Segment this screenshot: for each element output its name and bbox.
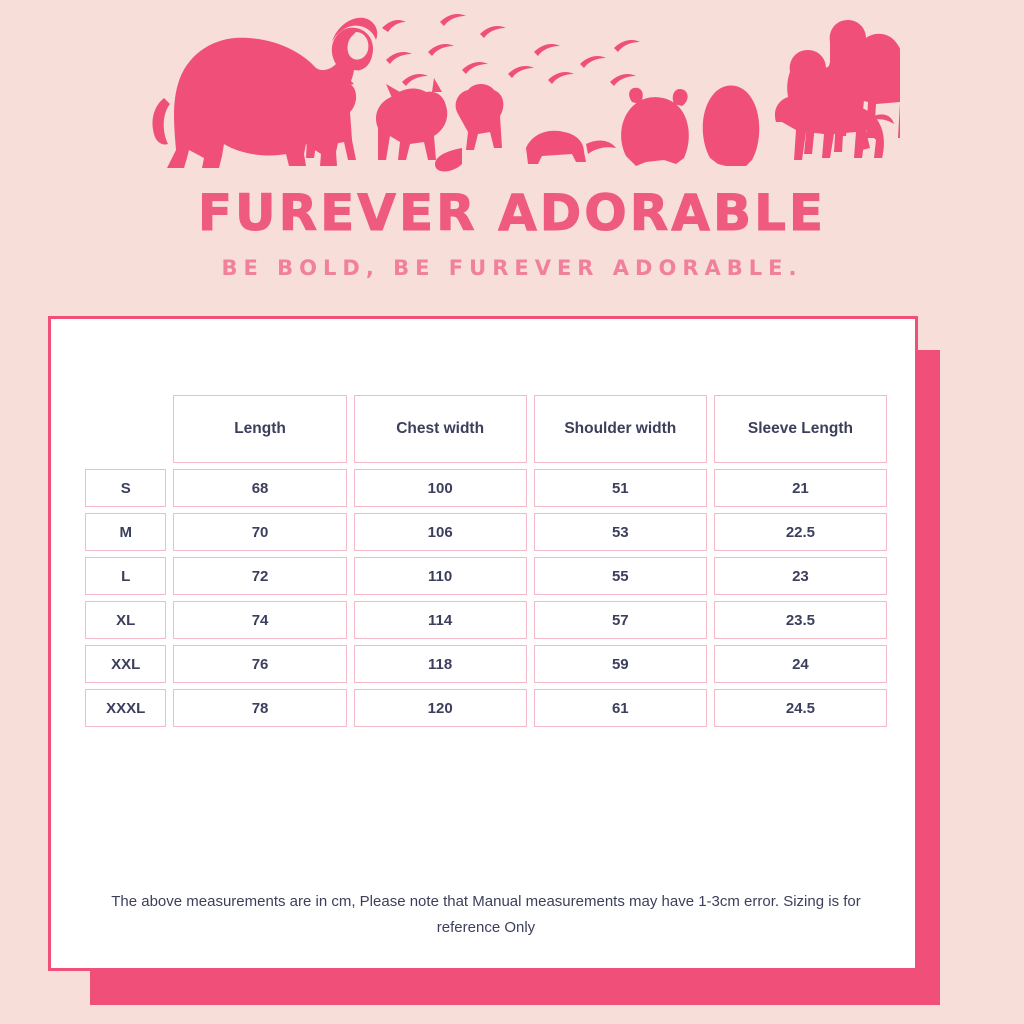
cell-length: 70 [173,513,346,551]
cell-sleeve-length: 24 [714,645,887,683]
cell-chest-width: 118 [354,645,527,683]
size-label: XXL [85,645,166,683]
cell-sleeve-length: 21 [714,469,887,507]
cell-length: 76 [173,645,346,683]
cell-length: 78 [173,689,346,727]
cell-shoulder-width: 55 [534,557,707,595]
cell-length: 74 [173,601,346,639]
size-label: M [85,513,166,551]
table-row [85,645,887,683]
cell-sleeve-length: 24.5 [714,689,887,727]
bear-silhouette [621,88,689,166]
cell-chest-width: 110 [354,557,527,595]
size-chart-table [78,389,894,733]
brand-header [0,0,1024,300]
page-title: FUREVER ADORABLE [197,184,827,242]
monkey-silhouette [435,84,503,171]
cell-sleeve-length: 23.5 [714,601,887,639]
otter-silhouette [526,131,616,164]
cell-length: 68 [173,469,346,507]
bird-silhouette [382,14,640,86]
size-label: XXXL [85,689,166,727]
cell-shoulder-width: 53 [534,513,707,551]
column-header-shoulder-width: Shoulder width [534,395,707,463]
cell-sleeve-length: 23 [714,557,887,595]
cell-chest-width: 114 [354,601,527,639]
cell-shoulder-width: 57 [534,601,707,639]
bobcat-silhouette [376,78,447,160]
size-label: L [85,557,166,595]
cell-length: 72 [173,557,346,595]
cell-shoulder-width: 51 [534,469,707,507]
column-header-length: Length [173,395,346,463]
penguin-silhouette [703,86,760,167]
size-label: XL [85,601,166,639]
brand-tagline: BE BOLD, BE FUREVER ADORABLE. [221,256,803,280]
cell-shoulder-width: 61 [534,689,707,727]
cell-chest-width: 106 [354,513,527,551]
animal-silhouette-band [140,8,900,173]
table-row [85,557,887,595]
measurement-note: The above measurements are in cm, Please note that Manual measurements may have 1-3cm error. Sizing is for reference Only [111,893,861,936]
cell-shoulder-width: 59 [534,645,707,683]
cell-chest-width: 100 [354,469,527,507]
column-header-sleeve-length: Sleeve Length [714,395,887,463]
table-corner-cell [85,395,166,463]
table-row [85,689,887,727]
table-row [85,513,887,551]
table-row [85,469,887,507]
size-chart-card [48,316,918,971]
table-row [85,601,887,639]
cell-sleeve-length: 22.5 [714,513,887,551]
cell-chest-width: 120 [354,689,527,727]
size-label: S [85,469,166,507]
column-header-chest-width: Chest width [354,395,527,463]
table-header-row [85,395,887,463]
